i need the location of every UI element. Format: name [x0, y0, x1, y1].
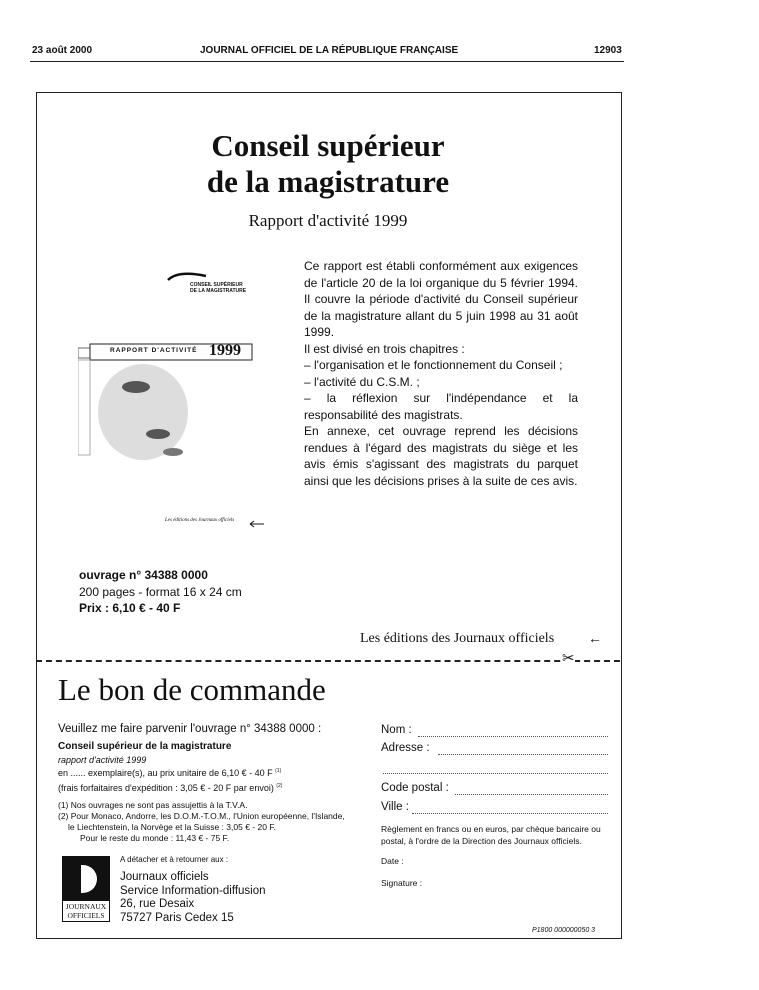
- address-line-3: 26, rue Desaix: [120, 898, 195, 910]
- detach-instruction: A détacher et à retourner aux :: [120, 855, 229, 864]
- return-address: [120, 871, 266, 925]
- adresse-field[interactable]: [438, 754, 608, 755]
- logo-black-block: [63, 857, 109, 901]
- desc-item-1: – l'organisation et le fonctionnement du Conseil ;: [304, 358, 563, 372]
- ad-subtitle: Rapport d'activité 1999: [248, 211, 408, 230]
- adresse-field-line2[interactable]: [383, 773, 608, 774]
- journaux-officiels-logo: [62, 856, 110, 922]
- desc-item-3: – la réflexion sur l'indépendance et la responsabilité des magistrats.: [304, 391, 578, 422]
- left-arrow-icon: ←: [588, 630, 602, 646]
- desc-item-2: – l'activité du C.S.M. ;: [304, 374, 420, 389]
- order-intro: Veuillez me faire parvenir l'ouvrage n° 34388 0000 :: [58, 723, 322, 735]
- book-cover-art: [78, 262, 278, 532]
- logo-text-line2: OFFICIELS: [67, 911, 105, 920]
- desc-paragraph-1: Ce rapport est établi conformément aux exigences de l'article 20 de la loi organique du 5 février 1994. Il couvre la période d'activité du Conseil supérieur de la magistrature allant du 5 juin 1998 au 31 août 1999.: [304, 259, 578, 339]
- ad-title: [36, 128, 620, 200]
- nom-field[interactable]: [418, 736, 608, 737]
- ouvrage-number: ouvrage n° 34388 0000: [79, 568, 208, 582]
- footnote-2b: le Liechtenstein, la Norvège et la Suisse : 3,05 € - 20 F.: [68, 822, 276, 832]
- ad-description: [304, 258, 578, 489]
- cover-logo-line1: CONSEIL SUPÉRIEUR: [190, 282, 243, 288]
- reglement-text: Règlement en francs ou en euros, par chèque bancaire ou postal, à l'ordre de la Direction des Journaux officiels.: [381, 824, 601, 846]
- nom-label: Nom :: [381, 724, 412, 736]
- code-postal-label: Code postal :: [381, 782, 449, 794]
- ad-title-line1: Conseil supérieur: [211, 128, 445, 163]
- scissors-icon: ✂: [562, 650, 575, 667]
- header-rule: [30, 61, 624, 62]
- reference-code: P1800 000000050 3: [532, 927, 596, 934]
- header-date: 23 août 2000: [32, 45, 93, 56]
- desc-paragraph-3: En annexe, cet ouvrage reprend les décisions rendues à l'égard des magistrats du siège et les avis émis s'agissant des magistrats du parquet ainsi que les décisions prises à la suite de ces avis.: [304, 424, 578, 488]
- header-page-number: 12903: [594, 45, 622, 56]
- address-line-1: Journaux officiels: [120, 871, 209, 883]
- order-footnotes: [58, 800, 345, 844]
- code-postal-field[interactable]: [455, 794, 608, 795]
- book-cover-image: [78, 262, 278, 532]
- logo-text-line1: JOURNAUX: [65, 902, 107, 911]
- order-book-title: Conseil supérieur de la magistrature: [58, 741, 232, 752]
- ville-field[interactable]: [412, 813, 608, 814]
- order-quantity-note: (1): [275, 768, 282, 774]
- footnote-1: (1) Nos ouvrages ne sont pas assujettis à la T.V.A.: [58, 800, 248, 810]
- cover-logo-text: [190, 282, 246, 294]
- ouvrage-format: 200 pages - format 16 x 24 cm: [79, 585, 242, 599]
- order-shipping-text: (frais forfaitaires d'expédition : 3,05 € - 20 F par envoi): [58, 783, 274, 793]
- header-journal: JOURNAL OFFICIEL DE LA RÉPUBLIQUE FRANÇAISE: [200, 45, 459, 56]
- editions-label: Les éditions des Journaux officiels: [360, 631, 555, 646]
- address-line-4: 75727 Paris Cedex 15: [120, 911, 234, 924]
- order-quantity-line: [58, 768, 281, 778]
- footnote-2a: (2) Pour Monaco, Andorre, les D.O.M.-T.O.M., l'Union européenne, l'Islande,: [58, 811, 345, 821]
- order-shipping-line: [58, 783, 282, 793]
- footnote-2c: Pour le reste du monde : 11,43 € - 75 F.: [80, 833, 230, 843]
- order-title: Le bon de commande: [58, 672, 326, 707]
- cover-band-year: 1999: [209, 342, 241, 359]
- cover-logo-line2: DE LA MAGISTRATURE: [190, 288, 247, 294]
- adresse-label: Adresse :: [381, 742, 430, 754]
- cover-publisher-caption: Les éditions des Journaux officiels: [165, 518, 235, 523]
- order-quantity-text: en ...... exemplaire(s), au prix unitaire de 6,10 € - 40 F: [58, 768, 273, 778]
- cover-band-label: RAPPORT D'ACTIVITÉ: [110, 347, 198, 354]
- address-line-2: Service Information-diffusion: [120, 884, 266, 897]
- cut-line: [36, 660, 620, 662]
- ad-title-line2: de la magistrature: [206, 164, 450, 199]
- logo-text: [63, 902, 109, 920]
- order-book-subtitle: rapport d'activité 1999: [58, 755, 147, 765]
- order-shipping-note: (2): [276, 783, 283, 789]
- ville-label: Ville :: [381, 801, 409, 813]
- date-label: Date :: [381, 856, 404, 866]
- ouvrage-price: Prix : 6,10 € - 40 F: [79, 601, 181, 615]
- signature-label: Signature :: [381, 878, 423, 888]
- desc-paragraph-2: Il est divisé en trois chapitres :: [304, 341, 465, 356]
